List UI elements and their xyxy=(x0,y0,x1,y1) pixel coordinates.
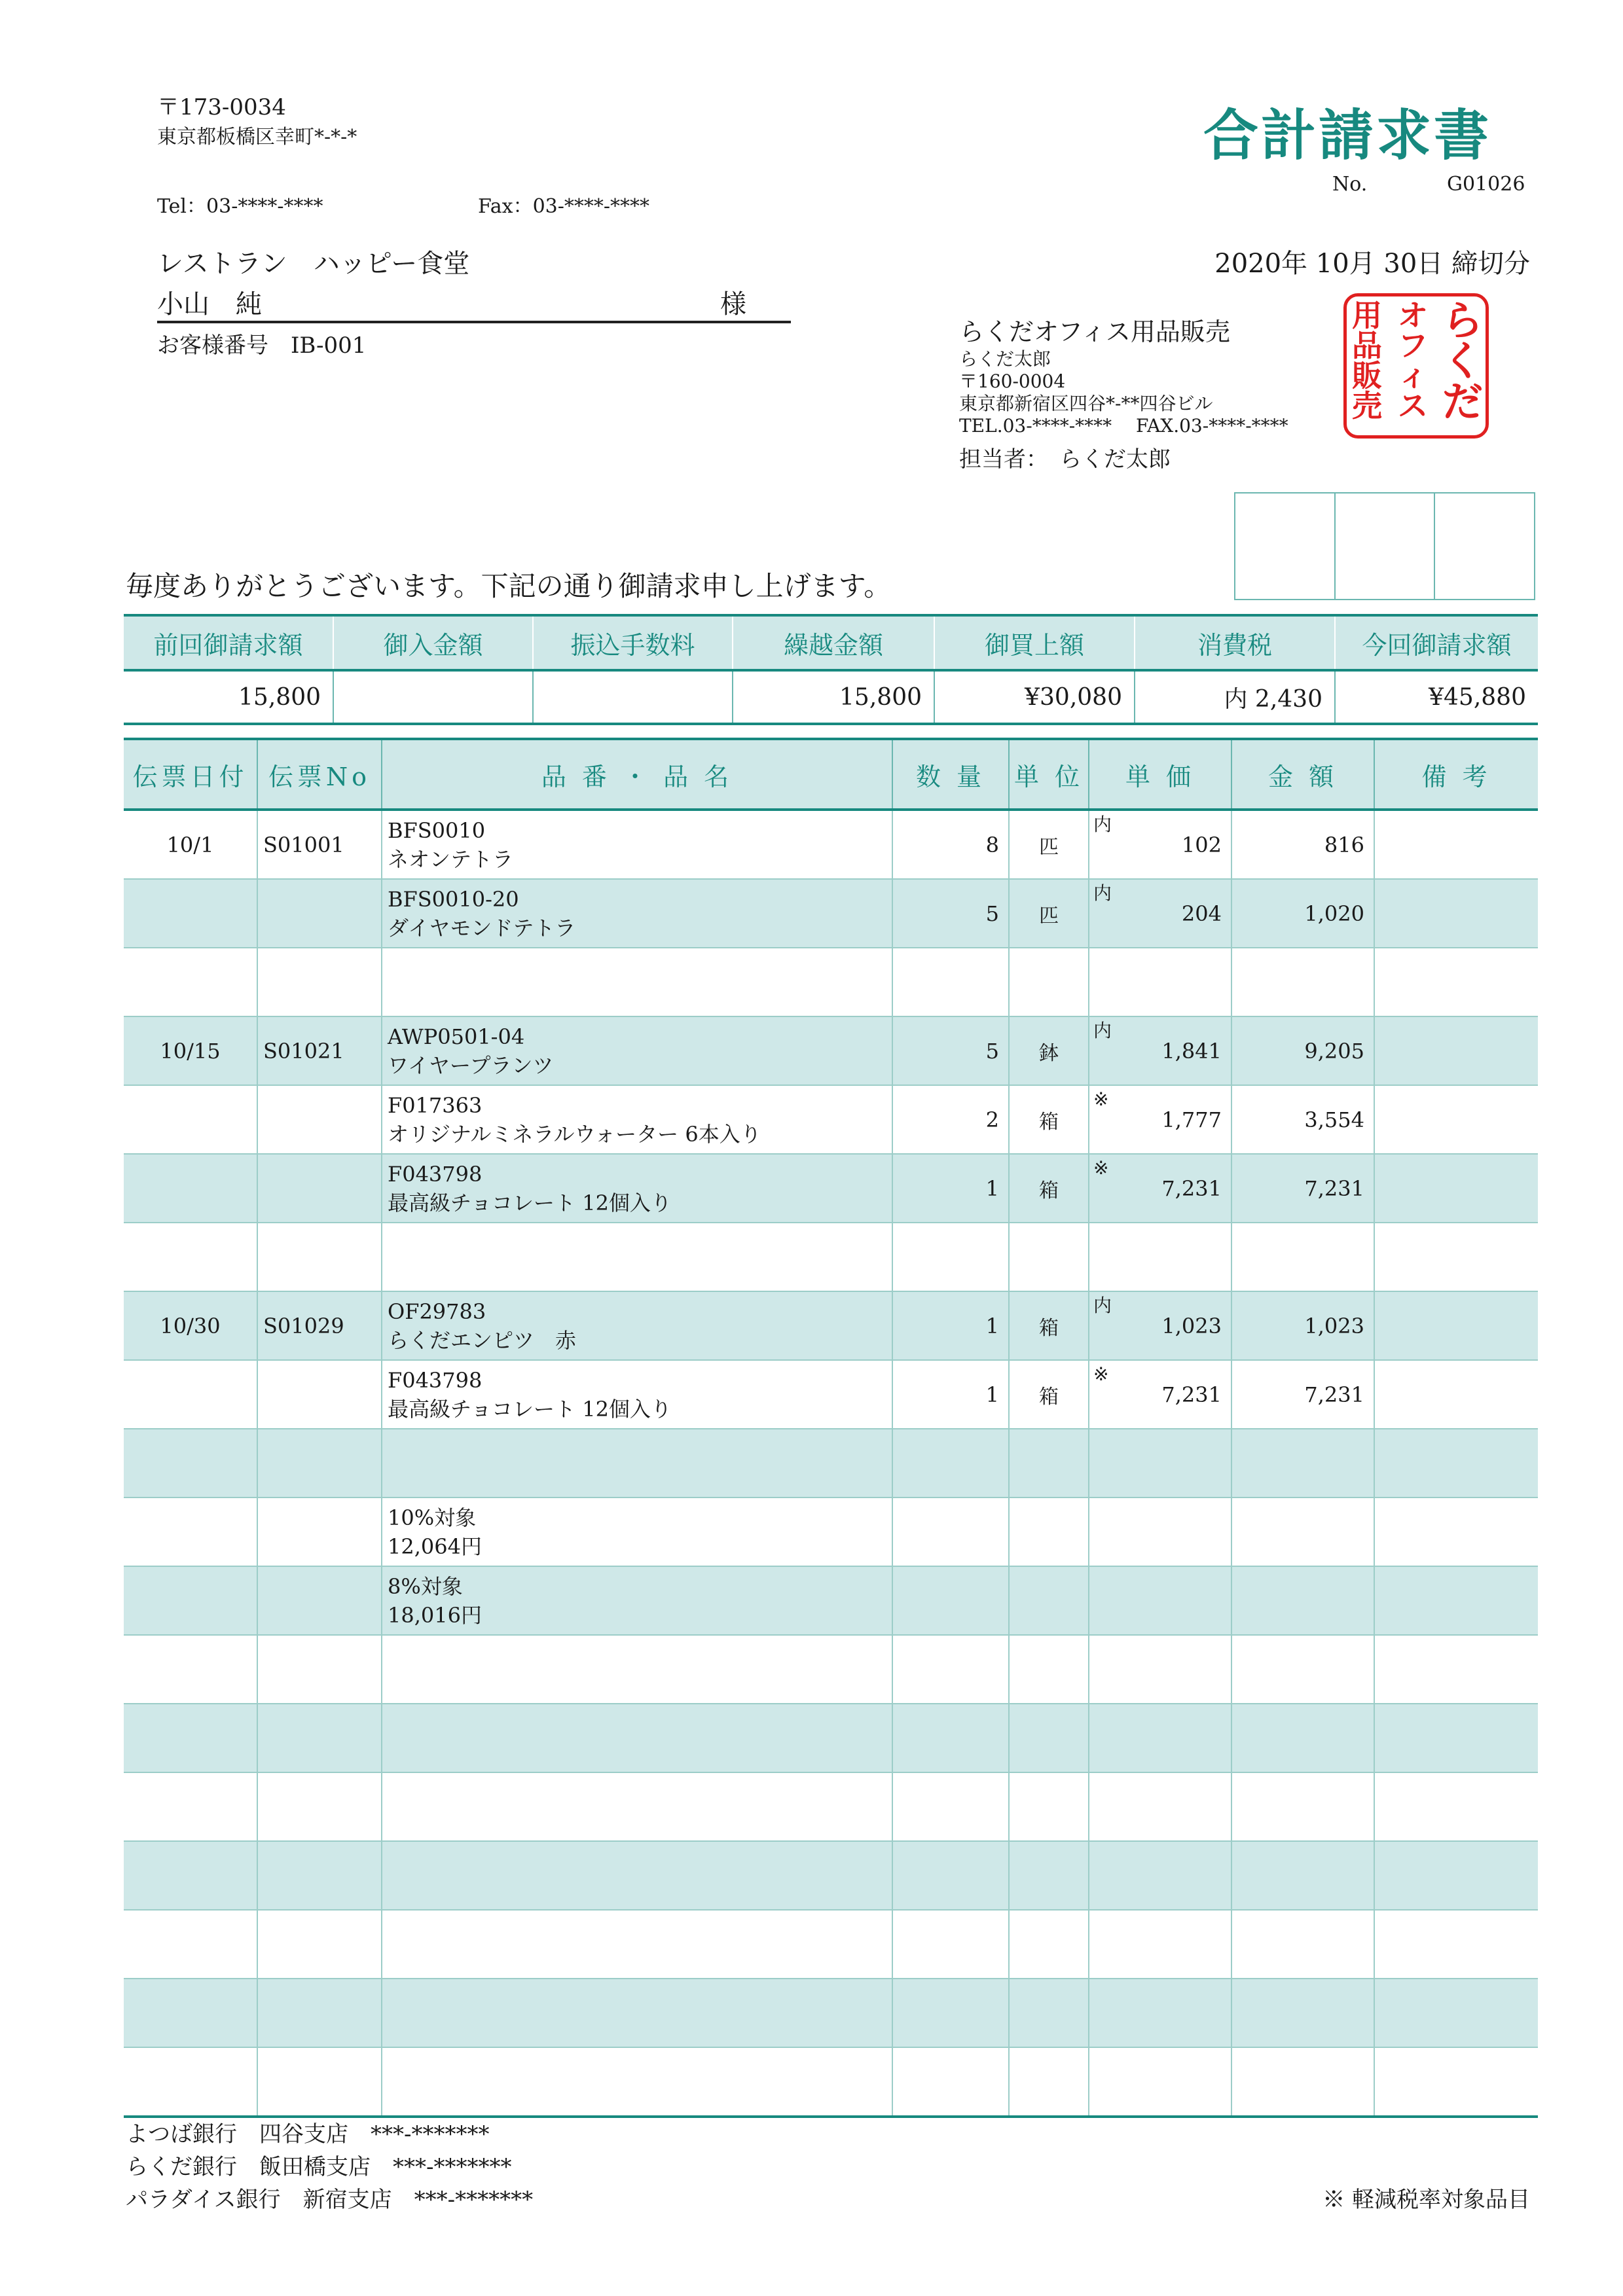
slip-no-cell: S01029 xyxy=(257,1291,382,1360)
quantity-cell: 8 xyxy=(892,810,1009,879)
note-cell xyxy=(1374,1016,1538,1085)
greeting-text: 毎度ありがとうございます。下記の通り御請求申し上げます。 xyxy=(126,570,892,602)
sender-address: 東京都板橋区幸町*-*-* xyxy=(157,126,357,149)
unit-price-cell xyxy=(1089,1841,1231,1910)
detail-header-cell: 品 番 ・ 品 名 xyxy=(382,739,892,810)
note-cell xyxy=(1374,1085,1538,1154)
note-cell xyxy=(1374,810,1538,879)
amount-cell xyxy=(1231,2047,1374,2117)
customer-person: 小山 純 xyxy=(157,289,262,319)
slip-no-cell xyxy=(257,1910,382,1979)
note-cell xyxy=(1374,1704,1538,1772)
issuer-person: らくだ太郎 xyxy=(959,348,1051,370)
amount-cell xyxy=(1231,1635,1374,1704)
table-row xyxy=(124,2047,1538,2117)
amount-cell xyxy=(1231,1566,1374,1635)
quantity-cell xyxy=(892,1429,1009,1498)
item-code: F017363 xyxy=(388,1092,483,1118)
sender-fax: Fax：03-****-**** xyxy=(478,195,650,218)
approval-box xyxy=(1235,493,1336,599)
slip-no-cell xyxy=(257,879,382,948)
unit-price-cell xyxy=(1089,1635,1231,1704)
table-row xyxy=(124,948,1538,1016)
note-cell xyxy=(1374,2047,1538,2117)
slip-date-cell: 10/15 xyxy=(124,1016,257,1085)
summary-value-cell: ¥30,080 xyxy=(934,670,1135,724)
slip-no-cell xyxy=(257,1429,382,1498)
slip-date-cell xyxy=(124,1979,257,2047)
amount-cell: 1,020 xyxy=(1231,879,1374,948)
summary-header-row xyxy=(124,615,1538,670)
quantity-cell xyxy=(892,1223,1009,1291)
slip-date-cell xyxy=(124,1360,257,1429)
slip-date-cell xyxy=(124,1704,257,1772)
item-cell xyxy=(382,1772,892,1841)
unit-price-cell xyxy=(1089,948,1231,1016)
detail-header-cell: 単 価 xyxy=(1089,739,1231,810)
slip-no-cell: S01001 xyxy=(257,810,382,879)
quantity-cell: 1 xyxy=(892,1154,1009,1223)
amount-cell: 816 xyxy=(1231,810,1374,879)
detail-table xyxy=(124,738,1538,2118)
amount-cell: 9,205 xyxy=(1231,1016,1374,1085)
slip-no-cell xyxy=(257,1841,382,1910)
customer-name-line xyxy=(157,288,791,323)
slip-date-cell xyxy=(124,1772,257,1841)
item-code: F043798 xyxy=(388,1161,483,1187)
summary-header-cell: 今回御請求額 xyxy=(1335,615,1538,670)
item-cell xyxy=(382,1223,892,1291)
amount-cell xyxy=(1231,1223,1374,1291)
item-cell xyxy=(382,1566,892,1635)
item-cell xyxy=(382,1154,892,1223)
reduced-tax-footnote: ※ 軽減税率対象品目 xyxy=(1322,2187,1530,2213)
summary-value-cell: 15,800 xyxy=(124,670,333,724)
approval-box xyxy=(1435,493,1534,599)
quantity-cell: 1 xyxy=(892,1291,1009,1360)
table-row xyxy=(124,1154,1538,1223)
slip-date-cell xyxy=(124,1566,257,1635)
detail-header-cell: 数 量 xyxy=(892,739,1009,810)
tax-mark: 内 xyxy=(1093,814,1112,835)
approval-boxes xyxy=(1234,492,1535,600)
note-cell xyxy=(1374,1979,1538,2047)
bank-account-2: らくだ銀行 飯田橋支店 ***-******* xyxy=(126,2154,512,2180)
quantity-cell xyxy=(892,948,1009,1016)
item-cell xyxy=(382,879,892,948)
slip-no-cell xyxy=(257,1566,382,1635)
note-cell xyxy=(1374,1154,1538,1223)
customer-number: お客様番号 IB-001 xyxy=(157,332,367,359)
tax-mark: 内 xyxy=(1093,1020,1112,1041)
item-cell xyxy=(382,810,892,879)
item-cell xyxy=(382,1910,892,1979)
item-code: 8%対象 xyxy=(388,1573,463,1599)
unit-cell xyxy=(1009,1566,1089,1635)
customer-company: レストラン ハッピー食堂 xyxy=(157,249,470,279)
unit-price: 1,841 xyxy=(1161,1038,1222,1064)
amount-cell xyxy=(1231,1704,1374,1772)
summary-value-cell: 15,800 xyxy=(733,670,934,724)
note-cell xyxy=(1374,1910,1538,1979)
item-cell xyxy=(382,1085,892,1154)
detail-header-cell: 金 額 xyxy=(1231,739,1374,810)
company-seal-stamp xyxy=(1343,293,1489,439)
amount-cell xyxy=(1231,1979,1374,2047)
item-cell xyxy=(382,1979,892,2047)
amount-cell: 3,554 xyxy=(1231,1085,1374,1154)
amount-cell: 7,231 xyxy=(1231,1360,1374,1429)
summary-header-cell: 繰越金額 xyxy=(733,615,934,670)
unit-cell xyxy=(1009,948,1089,1016)
unit-cell: 匹 xyxy=(1009,879,1089,948)
table-row xyxy=(124,1841,1538,1910)
quantity-cell xyxy=(892,1910,1009,1979)
amount-cell xyxy=(1231,1429,1374,1498)
item-code: AWP0501-04 xyxy=(388,1024,525,1049)
tax-mark: ※ xyxy=(1093,1363,1109,1385)
unit-cell xyxy=(1009,1841,1089,1910)
item-cell xyxy=(382,1841,892,1910)
summary-value-cell xyxy=(533,670,733,724)
amount-cell: 7,231 xyxy=(1231,1154,1374,1223)
detail-body xyxy=(124,810,1538,2117)
doc-no-label: No. xyxy=(1332,173,1368,196)
note-cell xyxy=(1374,1429,1538,1498)
tax-mark: ※ xyxy=(1093,1088,1109,1110)
item-cell xyxy=(382,1016,892,1085)
table-row xyxy=(124,1223,1538,1291)
bank-account-1: よつば銀行 四谷支店 ***-******* xyxy=(126,2121,490,2147)
table-row xyxy=(124,1910,1538,1979)
slip-date-cell xyxy=(124,1841,257,1910)
item-name: ダイヤモンドテトラ xyxy=(388,915,576,941)
slip-no-cell: S01021 xyxy=(257,1016,382,1085)
unit-cell: 箱 xyxy=(1009,1154,1089,1223)
summary-header-cell: 御買上額 xyxy=(934,615,1135,670)
item-name: オリジナルミネラルウォーター 6本入り xyxy=(388,1121,761,1147)
item-code: BFS0010 xyxy=(388,817,486,843)
summary-value-cell: 内 2,430 xyxy=(1135,670,1335,724)
closing-date: 2020年 10月 30日 締切分 xyxy=(1214,249,1530,279)
slip-date-cell: 10/1 xyxy=(124,810,257,879)
slip-no-cell xyxy=(257,2047,382,2117)
unit-price-cell xyxy=(1089,1016,1231,1085)
summary-values-row xyxy=(124,670,1538,724)
sender-tel: Tel：03-****-**** xyxy=(157,195,323,218)
amount-cell xyxy=(1231,948,1374,1016)
slip-no-cell xyxy=(257,1979,382,2047)
unit-price-cell xyxy=(1089,1979,1231,2047)
summary-value-cell: ¥45,880 xyxy=(1335,670,1538,724)
note-cell xyxy=(1374,1498,1538,1566)
note-cell xyxy=(1374,1566,1538,1635)
unit-cell: 箱 xyxy=(1009,1360,1089,1429)
slip-no-cell xyxy=(257,1772,382,1841)
item-name: ネオンテトラ xyxy=(388,846,514,872)
note-cell xyxy=(1374,948,1538,1016)
slip-date-cell xyxy=(124,1223,257,1291)
detail-header-cell: 伝票日付 xyxy=(124,739,257,810)
quantity-cell xyxy=(892,1979,1009,2047)
item-cell xyxy=(382,1291,892,1360)
note-cell xyxy=(1374,1841,1538,1910)
table-row xyxy=(124,1635,1538,1704)
unit-price-cell xyxy=(1089,1429,1231,1498)
issuer-tel-fax: TEL.03-****-**** FAX.03-****-**** xyxy=(959,415,1288,437)
slip-date-cell xyxy=(124,1498,257,1566)
detail-header-row xyxy=(124,739,1538,810)
quantity-cell: 5 xyxy=(892,1016,1009,1085)
unit-price: 102 xyxy=(1181,832,1222,857)
slip-no-cell xyxy=(257,1085,382,1154)
quantity-cell: 1 xyxy=(892,1360,1009,1429)
unit-price: 1,023 xyxy=(1161,1313,1222,1338)
unit-cell xyxy=(1009,1772,1089,1841)
slip-no-cell xyxy=(257,1223,382,1291)
issuer-postal: 〒160-0004 xyxy=(959,370,1066,392)
slip-date-cell xyxy=(124,1085,257,1154)
unit-cell: 箱 xyxy=(1009,1085,1089,1154)
slip-no-cell xyxy=(257,1635,382,1704)
unit-price-cell xyxy=(1089,810,1231,879)
item-cell xyxy=(382,1704,892,1772)
unit-price-cell xyxy=(1089,1223,1231,1291)
issuer-staff: 担当者： らくだ太郎 xyxy=(959,446,1171,473)
unit-price-cell xyxy=(1089,1291,1231,1360)
table-row xyxy=(124,1429,1538,1498)
unit-cell xyxy=(1009,1223,1089,1291)
item-name: 最高級チョコレート 12個入り xyxy=(388,1396,672,1422)
note-cell xyxy=(1374,1223,1538,1291)
unit-price-cell xyxy=(1089,1772,1231,1841)
summary-header-cell: 御入金額 xyxy=(333,615,533,670)
unit-price-cell xyxy=(1089,1910,1231,1979)
quantity-cell: 2 xyxy=(892,1085,1009,1154)
quantity-cell xyxy=(892,1635,1009,1704)
slip-no-cell xyxy=(257,1704,382,1772)
issuer-address: 東京都新宿区四谷*-**四谷ビル xyxy=(959,393,1213,414)
slip-date-cell xyxy=(124,879,257,948)
table-row xyxy=(124,810,1538,879)
unit-cell xyxy=(1009,1704,1089,1772)
unit-cell xyxy=(1009,1979,1089,2047)
table-row xyxy=(124,1016,1538,1085)
unit-price-cell xyxy=(1089,1154,1231,1223)
unit-cell xyxy=(1009,1429,1089,1498)
item-name: 18,016円 xyxy=(388,1602,482,1628)
table-row xyxy=(124,1979,1538,2047)
item-cell xyxy=(382,1635,892,1704)
issuer-company: らくだオフィス用品販売 xyxy=(959,317,1230,346)
quantity-cell xyxy=(892,1841,1009,1910)
detail-header-cell: 伝票No xyxy=(257,739,382,810)
note-cell xyxy=(1374,1360,1538,1429)
unit-cell xyxy=(1009,2047,1089,2117)
stamp-col-3: 用 品 販 売 xyxy=(1352,298,1382,423)
note-cell xyxy=(1374,1291,1538,1360)
item-code: F043798 xyxy=(388,1367,483,1393)
slip-no-cell xyxy=(257,1498,382,1566)
slip-date-cell xyxy=(124,1910,257,1979)
unit-price: 1,777 xyxy=(1161,1107,1222,1132)
item-name: 最高級チョコレート 12個入り xyxy=(388,1190,672,1215)
summary-table xyxy=(124,614,1538,725)
stamp-col-2: オ フ ィ ス xyxy=(1398,298,1428,423)
unit-price-cell xyxy=(1089,2047,1231,2117)
item-code: OF29783 xyxy=(388,1299,486,1324)
quantity-cell xyxy=(892,1704,1009,1772)
unit-price: 7,231 xyxy=(1161,1175,1222,1201)
slip-no-cell xyxy=(257,948,382,1016)
unit-cell: 匹 xyxy=(1009,810,1089,879)
summary-header-cell: 消費税 xyxy=(1135,615,1335,670)
amount-cell xyxy=(1231,1841,1374,1910)
item-name: らくだエンピツ 赤 xyxy=(388,1327,577,1353)
quantity-cell xyxy=(892,1566,1009,1635)
table-row xyxy=(124,1772,1538,1841)
item-name: ワイヤープランツ xyxy=(388,1052,554,1078)
amount-cell xyxy=(1231,1498,1374,1566)
stamp-col-1: ら く だ xyxy=(1442,296,1484,425)
summary-header-cell: 振込手数料 xyxy=(533,615,733,670)
item-code: BFS0010-20 xyxy=(388,886,519,912)
sender-postal: 〒173-0034 xyxy=(157,94,286,120)
slip-no-cell xyxy=(257,1154,382,1223)
quantity-cell xyxy=(892,1772,1009,1841)
table-row xyxy=(124,1566,1538,1635)
amount-cell xyxy=(1231,1910,1374,1979)
document-title: 合計請求書 xyxy=(1203,103,1492,168)
summary-header-cell: 前回御請求額 xyxy=(124,615,333,670)
slip-date-cell xyxy=(124,1429,257,1498)
unit-cell xyxy=(1009,1910,1089,1979)
item-cell xyxy=(382,1360,892,1429)
slip-date-cell: 10/30 xyxy=(124,1291,257,1360)
item-code: 10%対象 xyxy=(388,1505,477,1530)
slip-date-cell xyxy=(124,948,257,1016)
table-row xyxy=(124,1085,1538,1154)
quantity-cell xyxy=(892,2047,1009,2117)
detail-header-cell: 単 位 xyxy=(1009,739,1089,810)
quantity-cell: 5 xyxy=(892,879,1009,948)
table-row xyxy=(124,1291,1538,1360)
note-cell xyxy=(1374,879,1538,948)
unit-cell: 鉢 xyxy=(1009,1016,1089,1085)
slip-date-cell xyxy=(124,2047,257,2117)
unit-price: 7,231 xyxy=(1161,1382,1222,1407)
unit-price-cell xyxy=(1089,1566,1231,1635)
doc-no-value: G01026 xyxy=(1447,173,1525,196)
table-row xyxy=(124,1498,1538,1566)
unit-price: 204 xyxy=(1181,901,1222,926)
amount-cell: 1,023 xyxy=(1231,1291,1374,1360)
table-row xyxy=(124,1360,1538,1429)
unit-cell: 箱 xyxy=(1009,1291,1089,1360)
slip-date-cell xyxy=(124,1154,257,1223)
unit-price-cell xyxy=(1089,879,1231,948)
approval-box xyxy=(1336,493,1436,599)
quantity-cell xyxy=(892,1498,1009,1566)
unit-price-cell xyxy=(1089,1085,1231,1154)
unit-price-cell xyxy=(1089,1498,1231,1566)
table-row xyxy=(124,1704,1538,1772)
tax-mark: 内 xyxy=(1093,1295,1112,1316)
customer-honorific: 様 xyxy=(720,289,746,319)
summary-value-cell xyxy=(333,670,533,724)
slip-no-cell xyxy=(257,1360,382,1429)
table-row xyxy=(124,879,1538,948)
item-cell xyxy=(382,2047,892,2117)
slip-date-cell xyxy=(124,1635,257,1704)
note-cell xyxy=(1374,1772,1538,1841)
item-cell xyxy=(382,1498,892,1566)
item-name: 12,064円 xyxy=(388,1534,482,1559)
unit-cell xyxy=(1009,1498,1089,1566)
tax-mark: ※ xyxy=(1093,1157,1109,1179)
note-cell xyxy=(1374,1635,1538,1704)
detail-header-cell: 備 考 xyxy=(1374,739,1538,810)
item-cell xyxy=(382,948,892,1016)
amount-cell xyxy=(1231,1772,1374,1841)
bank-account-3: パラダイス銀行 新宿支店 ***-******* xyxy=(126,2187,534,2213)
unit-price-cell xyxy=(1089,1360,1231,1429)
item-cell xyxy=(382,1429,892,1498)
unit-cell xyxy=(1009,1635,1089,1704)
unit-price-cell xyxy=(1089,1704,1231,1772)
tax-mark: 内 xyxy=(1093,882,1112,904)
